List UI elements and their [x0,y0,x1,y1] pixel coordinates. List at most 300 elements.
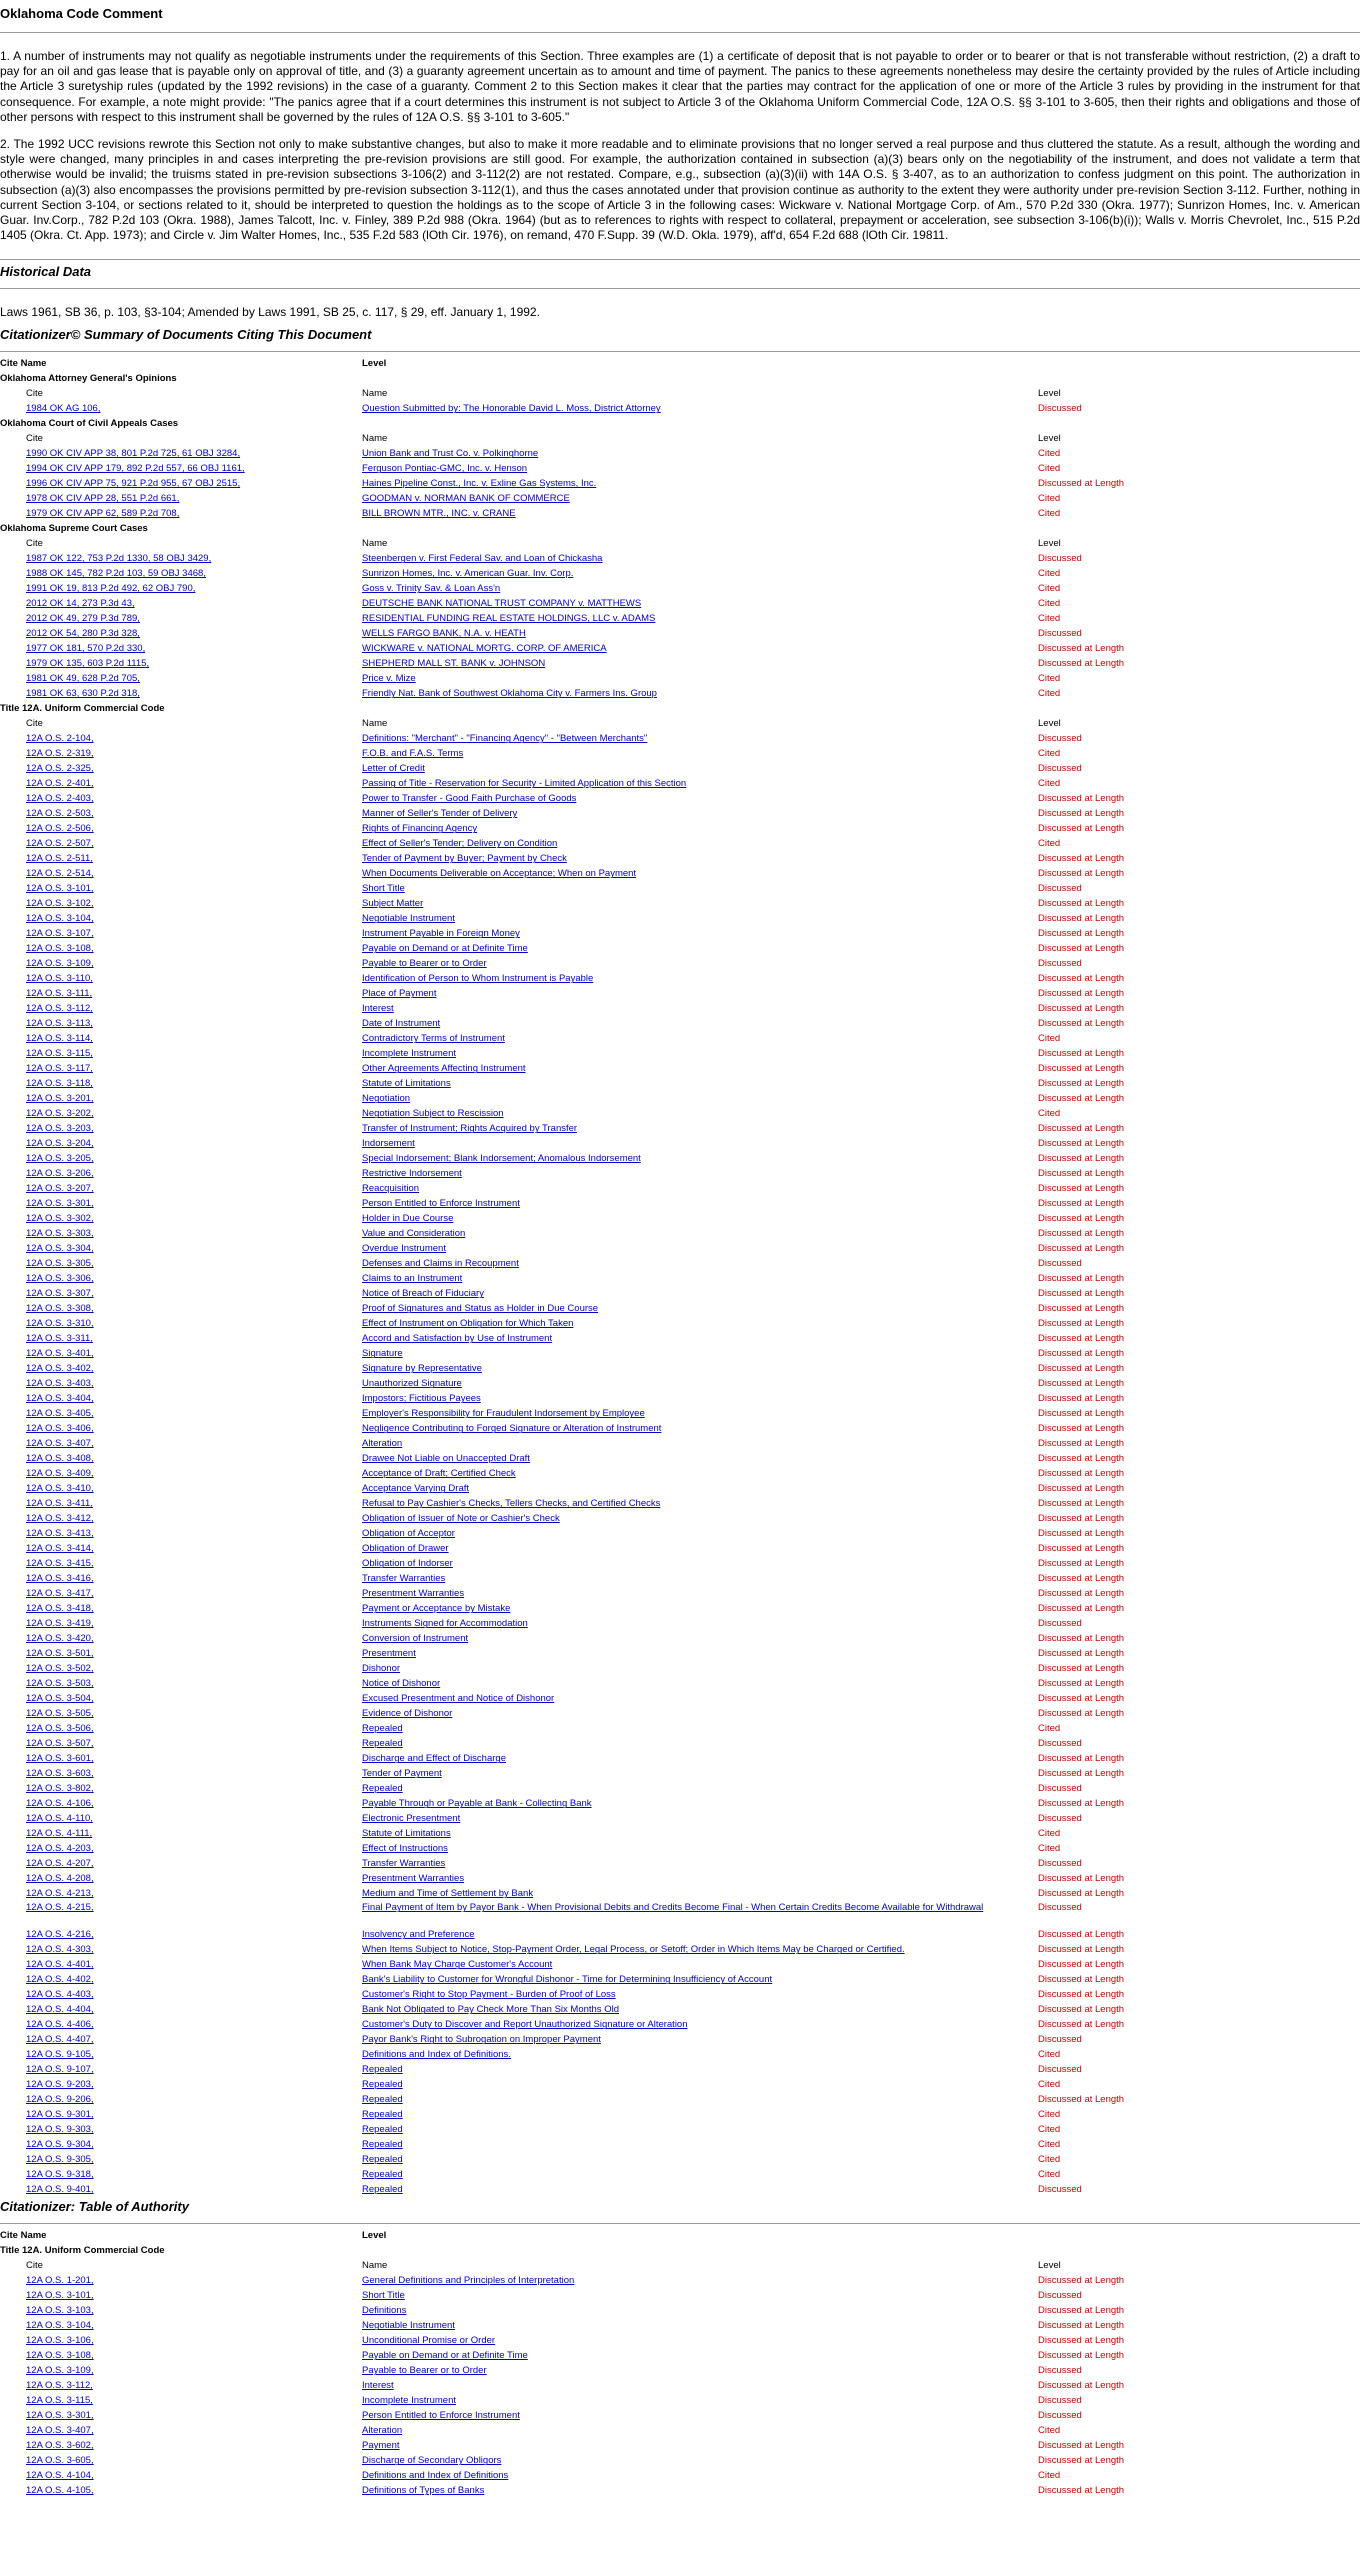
cite-link[interactable]: 12A O.S. 3-601, [26,1753,94,1765]
name-link[interactable]: Value and Consideration [362,1228,466,1240]
name-link[interactable]: Acceptance Varying Draft [362,1483,470,1495]
name-link[interactable]: When Bank May Charge Customer's Account [362,1959,553,1971]
cite-link[interactable]: 12A O.S. 9-318, [26,2169,94,2181]
name-link[interactable]: SHEPHERD MALL ST. BANK v. JOHNSON [362,658,546,670]
cite-link[interactable]: 12A O.S. 2-325, [26,763,94,775]
name-link[interactable]: Payment [362,2440,400,2452]
citation-level: Discussed at Length [1038,1363,1125,1375]
cite-link[interactable]: 12A O.S. 4-110, [26,1813,93,1825]
name-link[interactable]: Conversion of Instrument [362,1633,469,1645]
name-link[interactable]: Negotiation Subject to Rescission [362,1108,504,1120]
name-link[interactable]: Signature by Representative [362,1363,482,1375]
cite-link[interactable]: 1984 OK AG 106, [26,403,101,415]
citation-level: Discussed at Length [1038,1678,1125,1690]
cite-link[interactable]: 1987 OK 122, 753 P.2d 1330, 58 OBJ 3429, [26,553,212,565]
table-row [0,2002,1360,2017]
indent [0,2167,26,2182]
cite-link[interactable]: 12A O.S. 4-104, [26,2470,94,2482]
cite-link[interactable]: 12A O.S. 3-311, [26,1333,93,1345]
indent [0,956,26,971]
cite-link[interactable]: 12A O.S. 3-417, [26,1588,94,1600]
name-link[interactable]: Insolvency and Preference [362,1929,475,1941]
name-link[interactable]: Electronic Presentment [362,1813,461,1825]
name-link[interactable]: Medium and Time of Settlement by Bank [362,1888,534,1900]
name-link[interactable]: BILL BROWN MTR., INC. v. CRANE [362,508,516,520]
indent [0,806,26,821]
cite-link[interactable]: 12A O.S. 3-108, [26,2350,94,2362]
table-header [0,2228,1360,2243]
citation-level: Discussed [1038,958,1082,970]
name-link[interactable]: Definitions of Types of Banks [362,2485,485,2497]
name-link[interactable]: Price v. Mize [362,673,416,685]
cite-link[interactable]: 12A O.S. 3-109, [26,2365,94,2377]
name-link[interactable]: Presentment Warranties [362,1873,465,1885]
citation-level: Discussed at Length [1038,1213,1125,1225]
name-link[interactable]: Payor Bank's Right to Subrogation on Improper Payment [362,2034,601,2046]
citation-level: Discussed [1038,2034,1082,2046]
cite-link[interactable]: 12A O.S. 3-104, [26,913,94,925]
name-link[interactable]: Employer's Responsibility for Fraudulent Indorsement by Employee [362,1408,645,1420]
name-link[interactable]: Effect of Instructions [362,1843,448,1855]
name-link[interactable]: When Items Subject to Notice, Stop-Payment Order, Legal Process, or Setoff; Order in Which Items May be Charged or Certified. [362,1944,905,1956]
name-link[interactable]: Accord and Satisfaction by Use of Instrument [362,1333,553,1345]
cite-link[interactable]: 12A O.S. 3-301, [26,1198,94,1210]
name-link[interactable]: Refusal to Pay Cashier's Checks, Tellers Checks, and Certified Checks [362,1498,661,1510]
indent [0,776,26,791]
name-link[interactable]: Payable on Demand or at Definite Time [362,943,528,955]
indent [0,401,26,416]
name-link[interactable]: Effect of Instrument on Obligation for Which Taken [362,1318,574,1330]
indent [0,1751,26,1766]
cite-link[interactable]: 12A O.S. 4-208, [26,1873,94,1885]
name-link[interactable]: Statute of Limitations [362,1078,451,1090]
indent [0,1376,26,1391]
name-link[interactable]: Overdue Instrument [362,1243,446,1255]
name-link[interactable]: Defenses and Claims in Recoupment [362,1258,519,1270]
name-link[interactable]: Incomplete Instrument [362,2395,456,2407]
name-link[interactable]: Subject Matter [362,898,424,910]
cite-link[interactable]: 12A O.S. 3-409, [26,1468,94,1480]
name-link[interactable]: Short Title [362,2290,405,2302]
name-link[interactable]: Definitions [362,2305,407,2317]
citation-level: Discussed at Length [1038,1888,1125,1900]
cite-link[interactable]: 12A O.S. 3-416, [26,1573,94,1585]
cite-link[interactable]: 12A O.S. 3-411, [26,1498,93,1510]
cite-link[interactable]: 12A O.S. 3-605, [26,2455,94,2467]
name-link[interactable]: Instruments Signed for Accommodation [362,1618,528,1630]
name-link[interactable]: General Definitions and Principles of Interpretation [362,2275,575,2287]
name-link[interactable]: Transfer Warranties [362,1573,446,1585]
cite-link[interactable]: 12A O.S. 3-802, [26,1783,94,1795]
cite-link[interactable]: 12A O.S. 4-216, [26,1929,94,1941]
name-link[interactable]: Instrument Payable in Foreign Money [362,928,520,940]
cite-link[interactable]: 1991 OK 19, 813 P.2d 492, 62 OBJ 790, [26,583,196,595]
cite-link[interactable]: 12A O.S. 2-514, [26,868,94,880]
name-link[interactable]: Repealed [362,2064,403,2076]
name-link[interactable]: Question Submitted by: The Honorable David L. Moss, District Attorney [362,403,661,415]
cite-link[interactable]: 12A O.S. 3-404, [26,1393,94,1405]
name-link[interactable]: Customer's Right to Stop Payment - Burden of Proof of Loss [362,1989,616,2001]
cite-link[interactable]: 1994 OK CIV APP 179, 892 P.2d 557, 66 OBJ 1161, [26,463,245,475]
indent [0,761,26,776]
name-link[interactable]: Repealed [362,2169,403,2181]
cite-link[interactable]: 1981 OK 63, 630 P.2d 318, [26,688,140,700]
name-link[interactable]: Repealed [362,2079,403,2091]
cite-link[interactable]: 12A O.S. 2-401, [26,778,94,790]
indent [0,821,26,836]
name-link[interactable]: Tender of Payment [362,1768,442,1780]
cite-link[interactable]: 1981 OK 49, 628 P.2d 705, [26,673,140,685]
name-link[interactable]: Transfer of Instrument; Rights Acquired by Transfer [362,1123,578,1135]
name-link[interactable]: Definitions and Index of Definitions [362,2470,509,2482]
name-link[interactable]: Payable on Demand or at Definite Time [362,2350,528,2362]
table-row [0,1031,1360,1046]
cite-link[interactable]: 12A O.S. 3-304, [26,1243,94,1255]
table-row [0,1211,1360,1226]
cite-link[interactable]: 12A O.S. 3-410, [26,1483,94,1495]
name-link[interactable]: Negotiation [362,1093,411,1105]
cite-link[interactable]: 1988 OK 145, 782 P.2d 103, 59 OBJ 3468, [26,568,206,580]
cite-link[interactable]: 12A O.S. 9-105, [26,2049,94,2061]
name-link[interactable]: Effect of Seller's Tender; Delivery on Condition [362,838,558,850]
cite-link[interactable]: 12A O.S. 3-112, [26,1003,93,1015]
cite-link[interactable]: 12A O.S. 4-215, [26,1902,94,1914]
name-link[interactable]: Final Payment of Item by Payor Bank - When Provisional Debits and Credits Become Final - When Certain Credits Become Available for Withdrawal [362,1902,984,1914]
cite-link[interactable]: 12A O.S. 4-401, [26,1959,94,1971]
name-link[interactable]: Repealed [362,2094,403,2106]
cite-link[interactable]: 12A O.S. 3-305, [26,1258,94,1270]
name-link[interactable]: Person Entitled to Enforce Instrument [362,2410,520,2422]
cite-link[interactable]: 12A O.S. 3-112, [26,2380,93,2392]
name-link[interactable]: Obligation of Acceptor [362,1528,455,1540]
cite-link[interactable]: 12A O.S. 4-406, [26,2019,94,2031]
cite-link[interactable]: 12A O.S. 3-420, [26,1633,94,1645]
name-link[interactable]: Proof of Signatures and Status as Holder in Due Course [362,1303,599,1315]
cite-link[interactable]: 12A O.S. 3-110, [26,973,93,985]
name-link[interactable]: RESIDENTIAL FUNDING REAL ESTATE HOLDINGS, LLC v. ADAMS [362,613,656,625]
name-link[interactable]: Payable Through or Payable at Bank - Collecting Bank [362,1798,592,1810]
cite-link[interactable]: 12A O.S. 3-414, [26,1543,94,1555]
table-row [0,1226,1360,1241]
cite-link[interactable]: 12A O.S. 3-202, [26,1108,94,1120]
cite-link[interactable]: 12A O.S. 9-303, [26,2124,94,2136]
name-link[interactable]: Presentment Warranties [362,1588,465,1600]
name-link[interactable]: Bank Not Obligated to Pay Check More Than Six Months Old [362,2004,619,2016]
name-link[interactable]: Drawee Not Liable on Unaccepted Draft [362,1453,530,1465]
name-link[interactable]: Friendly Nat. Bank of Southwest Oklahoma City v. Farmers Ins. Group [362,688,657,700]
name-link[interactable]: DEUTSCHE BANK NATIONAL TRUST COMPANY v. MATTHEWS [362,598,642,610]
indent [0,1106,26,1121]
cite-link[interactable]: 12A O.S. 3-310, [26,1318,94,1330]
cite-link[interactable]: 1978 OK CIV APP 28, 551 P.2d 661, [26,493,180,505]
citation-level: Discussed at Length [1038,1573,1125,1585]
cite-link[interactable]: 1996 OK CIV APP 75, 921 P.2d 955, 67 OBJ 2515, [26,478,241,490]
name-link[interactable]: Negotiable Instrument [362,913,455,925]
cite-link[interactable]: 12A O.S. 3-301, [26,2410,94,2422]
cite-link[interactable]: 12A O.S. 2-403, [26,793,94,805]
historical-data-text: Laws 1961, SB 36, p. 103, §3-104; Amended by Laws 1991, SB 25, c. 117, § 29, eff. January 1, 1992. [0,305,540,320]
name-link[interactable]: Definitions: "Merchant" - "Financing Agency" - "Between Merchants" [362,733,648,745]
name-link[interactable]: Obligation of Indorser [362,1558,453,1570]
name-link[interactable]: Repealed [362,2109,403,2121]
name-link[interactable]: Passing of Title - Reservation for Security - Limited Application of this Section [362,778,687,790]
name-link[interactable]: Steenbergen v. First Federal Sav. and Loan of Chickasha [362,553,603,565]
name-link[interactable]: Bank's Liability to Customer for Wrongful Dishonor - Time for Determining Insufficiency of Account [362,1974,773,1986]
name-link[interactable]: Date of Instrument [362,1018,441,1030]
cite-link[interactable]: 12A O.S. 3-406, [26,1423,94,1435]
name-link[interactable]: Negotiable Instrument [362,2320,455,2332]
cite-link[interactable]: 12A O.S. 3-407, [26,1438,94,1450]
name-link[interactable]: Manner of Seller's Tender of Delivery [362,808,518,820]
cite-link[interactable]: 12A O.S. 3-603, [26,1768,94,1780]
cite-link[interactable]: 12A O.S. 3-207, [26,1183,94,1195]
cite-link[interactable]: 12A O.S. 3-507, [26,1738,94,1750]
cite-link[interactable]: 12A O.S. 3-307, [26,1288,94,1300]
cite-link[interactable]: 12A O.S. 9-203, [26,2079,94,2091]
name-link[interactable]: Tender of Payment by Buyer; Payment by Check [362,853,567,865]
cite-link[interactable]: 12A O.S. 4-303, [26,1944,94,1956]
comment-paragraph-1: 1. A number of instruments may not qualify as negotiable instruments under the requirements of this Section. Three examples are (1) a certificate of deposit that is not payable to order or to bearer or that is not transferable without restriction, (2) a draft to pay for an oil and gas lease that is payable only on approval of title, and (3) a guaranty agreement uncertain as to amount and time of payment. The panics to these agreements nonetheless may desire the certainty provided by the rules of Article including the Article 3 suretyship rules (updated by the 1992 revisions) in the case of a guaranty. Comment 2 to this Section makes it clear that the parties may contract for the application of one or more of the Article 3 rules by providing in the instrument for that consequence. For example, a note might provide: "The panics agree that if a court determines this instrument is not subject to Article 3 of the Oklahoma Uniform Commercial Code, 12A O.S. §§ 3-101 to 3-605, then their rights and obligations and those of other persons with respect to this instrument shall be governed by the rules of 12A O.S. §§ 3-101 to 3-605." [0,49,1360,124]
cite-link[interactable]: 12A O.S. 3-504, [26,1693,94,1705]
name-link[interactable]: Negligence Contributing to Forged Signature or Alteration of Instrument [362,1423,662,1435]
name-link[interactable]: Alteration [362,1438,403,1450]
name-link[interactable]: Letter of Credit [362,763,425,775]
cite-link[interactable]: 12A O.S. 4-403, [26,1989,94,2001]
cite-link[interactable]: 12A O.S. 3-501, [26,1648,94,1660]
cite-link[interactable]: 12A O.S. 3-302, [26,1213,94,1225]
cite-link[interactable]: 12A O.S. 9-305, [26,2154,94,2166]
cite-link[interactable]: 12A O.S. 3-418, [26,1603,94,1615]
name-link[interactable]: Unconditional Promise or Order [362,2335,496,2347]
name-link[interactable]: WELLS FARGO BANK, N.A. v. HEATH [362,628,526,640]
name-link[interactable]: Indorsement [362,1138,415,1150]
cite-link[interactable]: 12A O.S. 3-115, [26,1048,93,1060]
cite-link[interactable]: 12A O.S. 4-111, [26,1828,93,1840]
cite-link[interactable]: 12A O.S. 3-101, [26,2290,94,2302]
name-link[interactable]: Discharge and Effect of Discharge [362,1753,506,1765]
name-link[interactable]: When Documents Deliverable on Acceptance; When on Payment [362,868,637,880]
indent [0,926,26,941]
name-link[interactable]: Repealed [362,1723,403,1735]
indent [0,1616,26,1631]
indent [0,1301,26,1316]
cite-link[interactable]: 12A O.S. 3-413, [26,1528,94,1540]
name-link[interactable]: Payable to Bearer or to Order [362,2365,487,2377]
name-link[interactable]: Other Agreements Affecting Instrument [362,1063,526,1075]
cite-link[interactable]: 12A O.S. 3-419, [26,1618,94,1630]
cite-link[interactable]: 12A O.S. 3-505, [26,1708,94,1720]
name-link[interactable]: Rights of Financing Agency [362,823,478,835]
cite-link[interactable]: 12A O.S. 4-106, [26,1798,94,1810]
cite-link[interactable]: 12A O.S. 3-412, [26,1513,94,1525]
cite-link[interactable]: 12A O.S. 4-404, [26,2004,94,2016]
cite-link[interactable]: 12A O.S. 3-402, [26,1363,94,1375]
cite-link[interactable]: 12A O.S. 4-213, [26,1888,94,1900]
name-link[interactable]: F.O.B. and F.A.S. Terms [362,748,464,760]
subheader-row [0,386,1360,401]
cite-link[interactable]: 12A O.S. 3-103, [26,2305,94,2317]
name-link[interactable]: Place of Payment [362,988,437,1000]
name-link[interactable]: Holder in Due Course [362,1213,454,1225]
cite-link[interactable]: 12A O.S. 4-402, [26,1974,94,1986]
name-link[interactable]: Contradictory Terms of Instrument [362,1033,505,1045]
cite-link[interactable]: 12A O.S. 4-105, [26,2485,94,2497]
cite-link[interactable]: 12A O.S. 9-304, [26,2139,94,2151]
name-link[interactable]: Union Bank and Trust Co. v. Polkinghorne [362,448,539,460]
cite-link[interactable]: 12A O.S. 2-319, [26,748,94,760]
cite-link[interactable]: 12A O.S. 3-108, [26,943,94,955]
cite-link[interactable]: 12A O.S. 3-101, [26,883,94,895]
name-link[interactable]: Reacquisition [362,1183,420,1195]
name-link[interactable]: Goss v. Trinity Sav. & Loan Ass'n [362,583,501,595]
cite-link[interactable]: 12A O.S. 3-106, [26,2335,94,2347]
cite-link[interactable]: 12A O.S. 3-602, [26,2440,94,2452]
name-link[interactable]: Repealed [362,2139,403,2151]
name-link[interactable]: Alteration [362,2425,403,2437]
cite-link[interactable]: 12A O.S. 3-111, [26,988,93,1000]
name-link[interactable]: Signature [362,1348,403,1360]
table-row [0,1346,1360,1361]
name-link[interactable]: Unauthorized Signature [362,1378,462,1390]
name-link[interactable]: Dishonor [362,1663,401,1675]
name-link[interactable]: Payable to Bearer or to Order [362,958,487,970]
cite-link[interactable]: 12A O.S. 3-308, [26,1303,94,1315]
cite-link[interactable]: 12A O.S. 3-114, [26,1033,93,1045]
cite-link[interactable]: 1990 OK CIV APP 38, 801 P.2d 725, 61 OBJ 3284, [26,448,241,460]
name-link[interactable]: Definitions and Index of Definitions. [362,2049,511,2061]
cite-link[interactable]: 12A O.S. 3-102, [26,898,94,910]
cite-link[interactable]: 12A O.S. 3-502, [26,1663,94,1675]
cite-link[interactable]: 12A O.S. 9-206, [26,2094,94,2106]
name-link[interactable]: Interest [362,2380,394,2392]
cite-link[interactable]: 12A O.S. 9-401, [26,2184,94,2196]
name-link[interactable]: Obligation of Issuer of Note or Cashier's Check [362,1513,560,1525]
citing-documents-table [0,356,1360,2197]
name-link[interactable]: Acceptance of Draft; Certified Check [362,1468,516,1480]
cite-link[interactable]: 12A O.S. 3-403, [26,1378,94,1390]
table-row [0,1331,1360,1346]
cite-link[interactable]: 12A O.S. 3-407, [26,2425,94,2437]
name-link[interactable]: Ferguson Pontiac-GMC, Inc. v. Henson [362,463,528,475]
cite-link[interactable]: 12A O.S. 3-113, [26,1018,93,1030]
col-cite-name: Cite Name [0,358,47,370]
cite-link[interactable]: 1977 OK 181, 570 P.2d 330, [26,643,146,655]
citation-level: Discussed at Length [1038,973,1125,985]
cite-link[interactable]: 12A O.S. 3-205, [26,1153,94,1165]
name-link[interactable]: Repealed [362,1783,403,1795]
indent [0,1631,26,1646]
indent [0,2483,26,2498]
indent [0,1091,26,1106]
indent [0,1436,26,1451]
name-link[interactable]: Repealed [362,2154,403,2166]
cite-link[interactable]: 1979 OK 135, 603 P.2d 1115, [26,658,150,670]
cite-link[interactable]: 12A O.S. 3-201, [26,1093,94,1105]
indent [0,1856,26,1871]
cite-link[interactable]: 12A O.S. 3-204, [26,1138,94,1150]
cite-link[interactable]: 2012 OK 14, 273 P.3d 43, [26,598,135,610]
cite-link[interactable]: 12A O.S. 3-401, [26,1348,94,1360]
name-link[interactable]: WICKWARE v. NATIONAL MORTG. CORP. OF AMERICA [362,643,607,655]
cite-link[interactable]: 12A O.S. 4-207, [26,1858,94,1870]
cite-link[interactable]: 12A O.S. 3-206, [26,1168,94,1180]
cite-link[interactable]: 12A O.S. 2-503, [26,808,94,820]
cite-link[interactable]: 12A O.S. 2-104, [26,733,94,745]
indent [0,1016,26,1031]
name-link[interactable]: Evidence of Dishonor [362,1708,453,1720]
name-link[interactable]: Restrictive Indorsement [362,1168,462,1180]
cite-link[interactable]: 12A O.S. 3-405, [26,1408,94,1420]
cite-link[interactable]: 12A O.S. 3-118, [26,1078,93,1090]
cite-link[interactable]: 12A O.S. 3-415, [26,1558,94,1570]
cite-link[interactable]: 12A O.S. 1-201, [26,2275,94,2287]
name-link[interactable]: Incomplete Instrument [362,1048,456,1060]
name-link[interactable]: Presentment [362,1648,416,1660]
cite-link[interactable]: 2012 OK 54, 280 P.3d 328, [26,628,140,640]
name-link[interactable]: Discharge of Secondary Obligors [362,2455,502,2467]
name-link[interactable]: Excused Presentment and Notice of Dishonor [362,1693,555,1705]
cite-link[interactable]: 12A O.S. 3-203, [26,1123,94,1135]
name-link[interactable]: Notice of Dishonor [362,1678,441,1690]
indent [0,1871,26,1886]
name-link[interactable]: Haines Pipeline Const., Inc. v. Exline Gas Systems, Inc. [362,478,597,490]
name-link[interactable]: Claims to an Instrument [362,1273,463,1285]
cite-link[interactable]: 12A O.S. 3-503, [26,1678,94,1690]
cite-link[interactable]: 12A O.S. 9-301, [26,2109,94,2121]
divider [0,32,1360,33]
cite-link[interactable]: 1979 OK CIV APP 62, 589 P.2d 708, [26,508,180,520]
name-link[interactable]: Person Entitled to Enforce Instrument [362,1198,520,1210]
cite-link[interactable]: 12A O.S. 3-115, [26,2395,93,2407]
name-link[interactable]: GOODMAN v. NORMAN BANK OF COMMERCE [362,493,570,505]
cite-link[interactable]: 12A O.S. 3-109, [26,958,94,970]
table-row [0,2062,1360,2077]
cite-link[interactable]: 12A O.S. 3-506, [26,1723,94,1735]
cite-link[interactable]: 12A O.S. 2-506, [26,823,94,835]
name-link[interactable]: Interest [362,1003,394,1015]
cite-link[interactable]: 12A O.S. 3-306, [26,1273,94,1285]
name-link[interactable]: Obligation of Drawer [362,1543,449,1555]
cite-link[interactable]: 12A O.S. 2-511, [26,853,93,865]
cite-link[interactable]: 12A O.S. 2-507, [26,838,94,850]
cite-link[interactable]: 12A O.S. 3-303, [26,1228,94,1240]
name-link[interactable]: Sunrizon Homes, Inc. v. American Guar. Inv. Corp. [362,568,574,580]
name-link[interactable]: Customer's Duty to Discover and Report Unauthorized Signature or Alteration [362,2019,688,2031]
name-link[interactable]: Special Indorsement; Blank Indorsement; Anomalous Indorsement [362,1153,641,1165]
cite-link[interactable]: 12A O.S. 9-107, [26,2064,94,2076]
cite-link[interactable]: 12A O.S. 3-104, [26,2320,94,2332]
name-link[interactable]: Transfer Warranties [362,1858,446,1870]
name-link[interactable]: Statute of Limitations [362,1828,451,1840]
cite-link[interactable]: 12A O.S. 4-407, [26,2034,94,2046]
name-link[interactable]: Short Title [362,883,405,895]
indent [0,1721,26,1736]
citation-level: Discussed at Length [1038,1273,1125,1285]
cite-link[interactable]: 12A O.S. 3-408, [26,1453,94,1465]
name-link[interactable]: Repealed [362,2184,403,2196]
name-link[interactable]: Impostors; Fictitious Payees [362,1393,481,1405]
cite-link[interactable]: 12A O.S. 3-107, [26,928,94,940]
name-link[interactable]: Repealed [362,1738,403,1750]
name-link[interactable]: Repealed [362,2124,403,2136]
cite-link[interactable]: 12A O.S. 4-203, [26,1843,94,1855]
name-link[interactable]: Identification of Person to Whom Instrument is Payable [362,973,594,985]
name-link[interactable]: Payment or Acceptance by Mistake [362,1603,511,1615]
name-link[interactable]: Power to Transfer - Good Faith Purchase of Goods [362,793,577,805]
cite-link[interactable]: 2012 OK 49, 279 P.3d 789, [26,613,140,625]
cite-link[interactable]: 12A O.S. 3-117, [26,1063,93,1075]
name-link[interactable]: Notice of Breach of Fiduciary [362,1288,484,1300]
